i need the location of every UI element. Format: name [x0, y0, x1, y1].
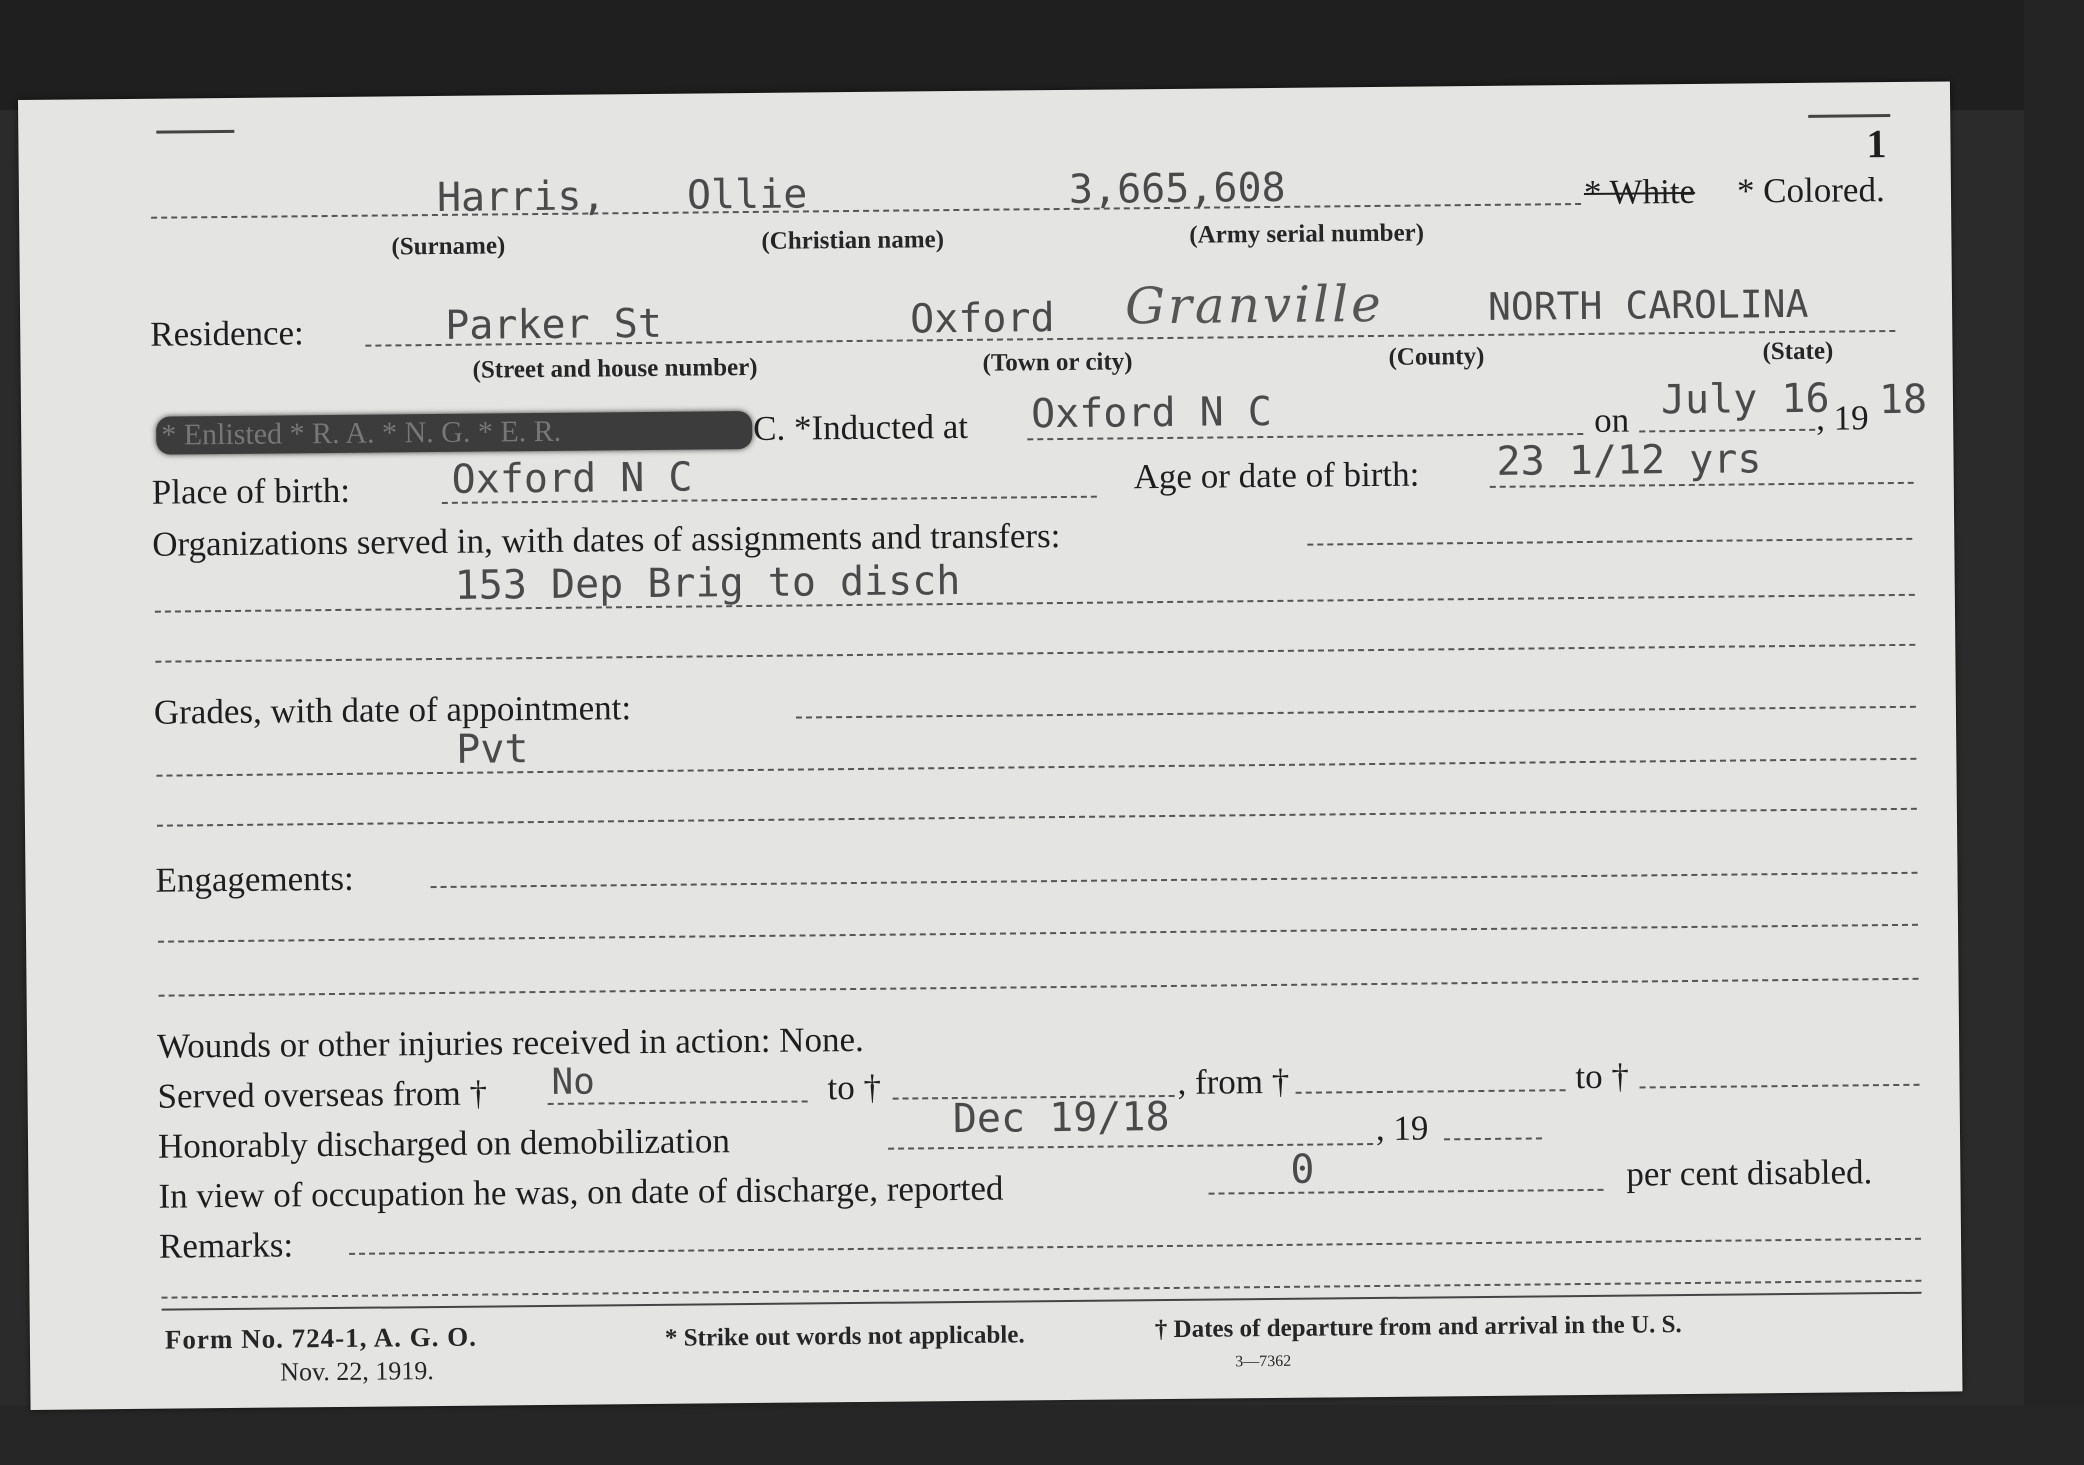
name-line — [151, 203, 1581, 219]
overseas-value: No — [551, 1061, 596, 1103]
christian-name-value: Ollie — [686, 171, 808, 219]
form-number: Form No. 724-1, A. G. O. — [164, 1321, 478, 1355]
inducted-year-value: 18 — [1878, 376, 1928, 424]
overseas-to2-line — [1640, 1084, 1920, 1089]
overseas-to2-label: to † — [1575, 1056, 1630, 1097]
organizations-line-2 — [155, 594, 1915, 613]
birth-place-value: Oxford N C — [451, 454, 693, 503]
overseas-from2-line — [1296, 1089, 1566, 1094]
top-right-rule — [1808, 114, 1890, 118]
inducted-place-value: Oxford N C — [1030, 388, 1273, 438]
discharge-date-value: Dec 19/18 — [952, 1093, 1170, 1143]
caption-county: (County) — [1388, 342, 1485, 371]
age-label: Age or date of birth: — [1133, 454, 1420, 497]
organizations-label: Organizations served in, with dates of assignments and transfers: — [152, 516, 1061, 564]
serial-number-value: 3,665,608 — [1068, 164, 1286, 213]
organizations-value: 153 Dep Brig to disch — [454, 557, 961, 609]
residence-state-value: NORTH CAROLINA — [1487, 281, 1809, 329]
discharge-year-line — [1444, 1137, 1542, 1140]
redacted-enlistment-text: * Enlisted * R. A. * N. G. * E. R. — [161, 414, 562, 452]
disability-suffix: per cent disabled. — [1626, 1152, 1873, 1194]
grades-line-2 — [156, 758, 1916, 777]
caption-christian: (Christian name) — [761, 226, 945, 255]
top-left-rule — [156, 130, 234, 134]
residence-label: Residence: — [150, 313, 304, 354]
overseas-from2-label: , from † — [1177, 1061, 1290, 1102]
wounds-label: Wounds or other injuries received in action: None. — [156, 1019, 864, 1066]
overseas-to-label: to † — [827, 1067, 882, 1108]
organizations-line-1 — [1307, 538, 1912, 546]
grades-value: Pvt — [456, 726, 529, 773]
discharge-year-label: , 19 — [1375, 1108, 1429, 1149]
inducted-label: C. *Inducted at — [752, 406, 969, 448]
footnote-strike: * Strike out words not applicable. — [664, 1321, 1025, 1352]
residence-town-value: Oxford — [909, 295, 1055, 343]
residence-county-value: Granville — [1124, 274, 1384, 336]
caption-street: (Street and house number) — [472, 353, 758, 384]
card-number: 1 — [1866, 121, 1887, 167]
residence-street-value: Parker St — [444, 300, 663, 349]
grades-label: Grades, with date of appointment: — [153, 688, 632, 732]
disability-value: 0 — [1290, 1146, 1315, 1193]
remarks-label: Remarks: — [158, 1225, 294, 1266]
engagements-line-3 — [159, 978, 1919, 997]
caption-state: (State) — [1762, 337, 1834, 366]
age-value: 23 1/12 yrs — [1496, 436, 1762, 485]
race-white-struck: * White — [1583, 171, 1696, 212]
footnote-dates: † Dates of departure from and arrival in the U. S. — [1154, 1311, 1682, 1344]
discharge-label: Honorably discharged on demobilization — [157, 1121, 731, 1166]
birth-place-label: Place of birth: — [151, 470, 351, 512]
remarks-line-1 — [349, 1238, 1921, 1255]
inducted-date-line — [1639, 429, 1815, 433]
disability-label: In view of occupation he was, on date of discharge, reported — [158, 1168, 1004, 1216]
disability-line — [1209, 1189, 1604, 1195]
organizations-line-3 — [155, 644, 1915, 663]
record-card — [18, 81, 1962, 1409]
engagements-line-2 — [158, 924, 1918, 943]
print-code: 3—7362 — [1235, 1352, 1292, 1371]
overseas-label: Served overseas from † — [157, 1073, 488, 1116]
grades-line-1 — [796, 706, 1916, 719]
engagements-line-1 — [431, 872, 1918, 888]
caption-surname: (Surname) — [391, 232, 506, 261]
form-date: Nov. 22, 1919. — [280, 1356, 434, 1387]
caption-serial: (Army serial number) — [1189, 219, 1425, 249]
race-colored: * Colored. — [1736, 170, 1885, 211]
grades-line-3 — [157, 808, 1917, 827]
inducted-year-label: , 19 — [1815, 398, 1869, 438]
inducted-on-label: on — [1593, 400, 1630, 440]
surname-value: Harris, — [436, 173, 606, 221]
inducted-date-value: July 16 — [1660, 375, 1830, 424]
caption-town: (Town or city) — [982, 348, 1133, 377]
engagements-label: Engagements: — [155, 858, 354, 900]
